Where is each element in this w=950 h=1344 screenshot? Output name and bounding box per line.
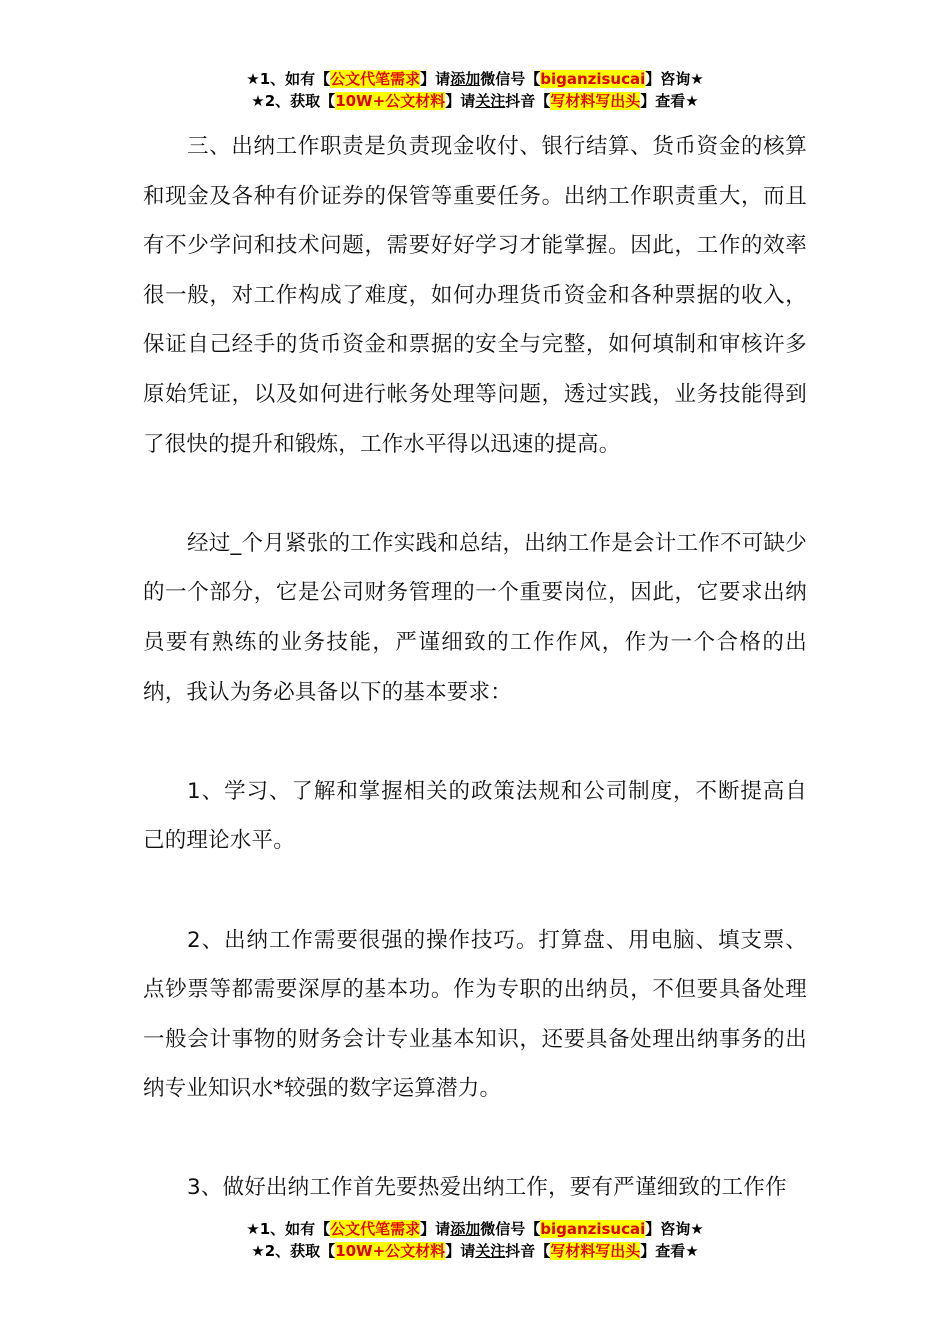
header-banner [0, 68, 950, 112]
star-icon: ★ [251, 1242, 265, 1260]
paragraph: 3、做好出纳工作首先要热爱出纳工作，要有严谨细致的工作作 [187, 1175, 787, 1201]
star-icon: ★ [251, 92, 265, 110]
highlight-douyin: 写材料写出头 [550, 1242, 641, 1260]
highlight-service: 公文代笔需求 [330, 70, 421, 88]
banner-line-1: ★1、如有【公文代笔需求】请添加微信号【biganzisucai】咨询★ [246, 1220, 704, 1238]
paragraph: 经过_个月紧张的工作实践和总结，出纳工作是会计工作不可缺少的一个部分，它是公司财务管理的一个重要岗位，因此，它要求出纳员要有熟练的业务技能，严谨细致的工作作风，作为一个合格的出纳，我认为务必具备以下的基本要求： [143, 530, 807, 705]
highlight-douyin: 写材料写出头 [550, 92, 641, 110]
star-icon: ★ [246, 70, 260, 88]
highlight-materials: 10W+公文材料 [335, 92, 446, 110]
highlight-service: 公文代笔需求 [330, 1220, 421, 1238]
banner-line-2: ★2、获取【10W+公文材料】请关注抖音【写材料写出头】查看★ [251, 92, 699, 110]
paragraph: 2、出纳工作需要很强的操作技巧。打算盘、用电脑、填支票、点钞票等都需要深厚的基本功。作为专职的出纳员，不但要具备处理一般会计事物的财务会计专业基本知识，还要具备处理出纳事务的出纳专业知识水*较强的数字运算潜力。 [143, 927, 807, 1102]
highlight-wechat-id: biganzisucai [540, 1220, 646, 1238]
paragraph: 1、学习、了解和掌握相关的政策法规和公司制度，不断提高自己的理论水平。 [143, 778, 807, 854]
banner-line-2: ★2、获取【10W+公文材料】请关注抖音【写材料写出头】查看★ [251, 1242, 699, 1260]
highlight-materials: 10W+公文材料 [335, 1242, 446, 1260]
star-icon: ★ [246, 1220, 260, 1238]
document-body [143, 122, 807, 1213]
highlight-wechat-id: biganzisucai [540, 70, 646, 88]
banner-line-1: ★1、如有【公文代笔需求】请添加微信号【biganzisucai】咨询★ [246, 70, 704, 88]
paragraph: 三、出纳工作职责是负责现金收付、银行结算、货币资金的核算和现金及各种有价证券的保管等重要任务。出纳工作职责重大，而且有不少学问和技术问题，需要好好学习才能掌握。因此，工作的效率很一般，对工作构成了难度，如何办理货币资金和各种票据的收入，保证自己经手的货币资金和票据的安全与完整，如何填制和审核许多原始凭证，以及如何进行帐务处理等问题，透过实践，业务技能得到了很快的提升和锻炼，工作水平得以迅速的提高。 [143, 134, 807, 457]
footer-banner [0, 1218, 950, 1262]
